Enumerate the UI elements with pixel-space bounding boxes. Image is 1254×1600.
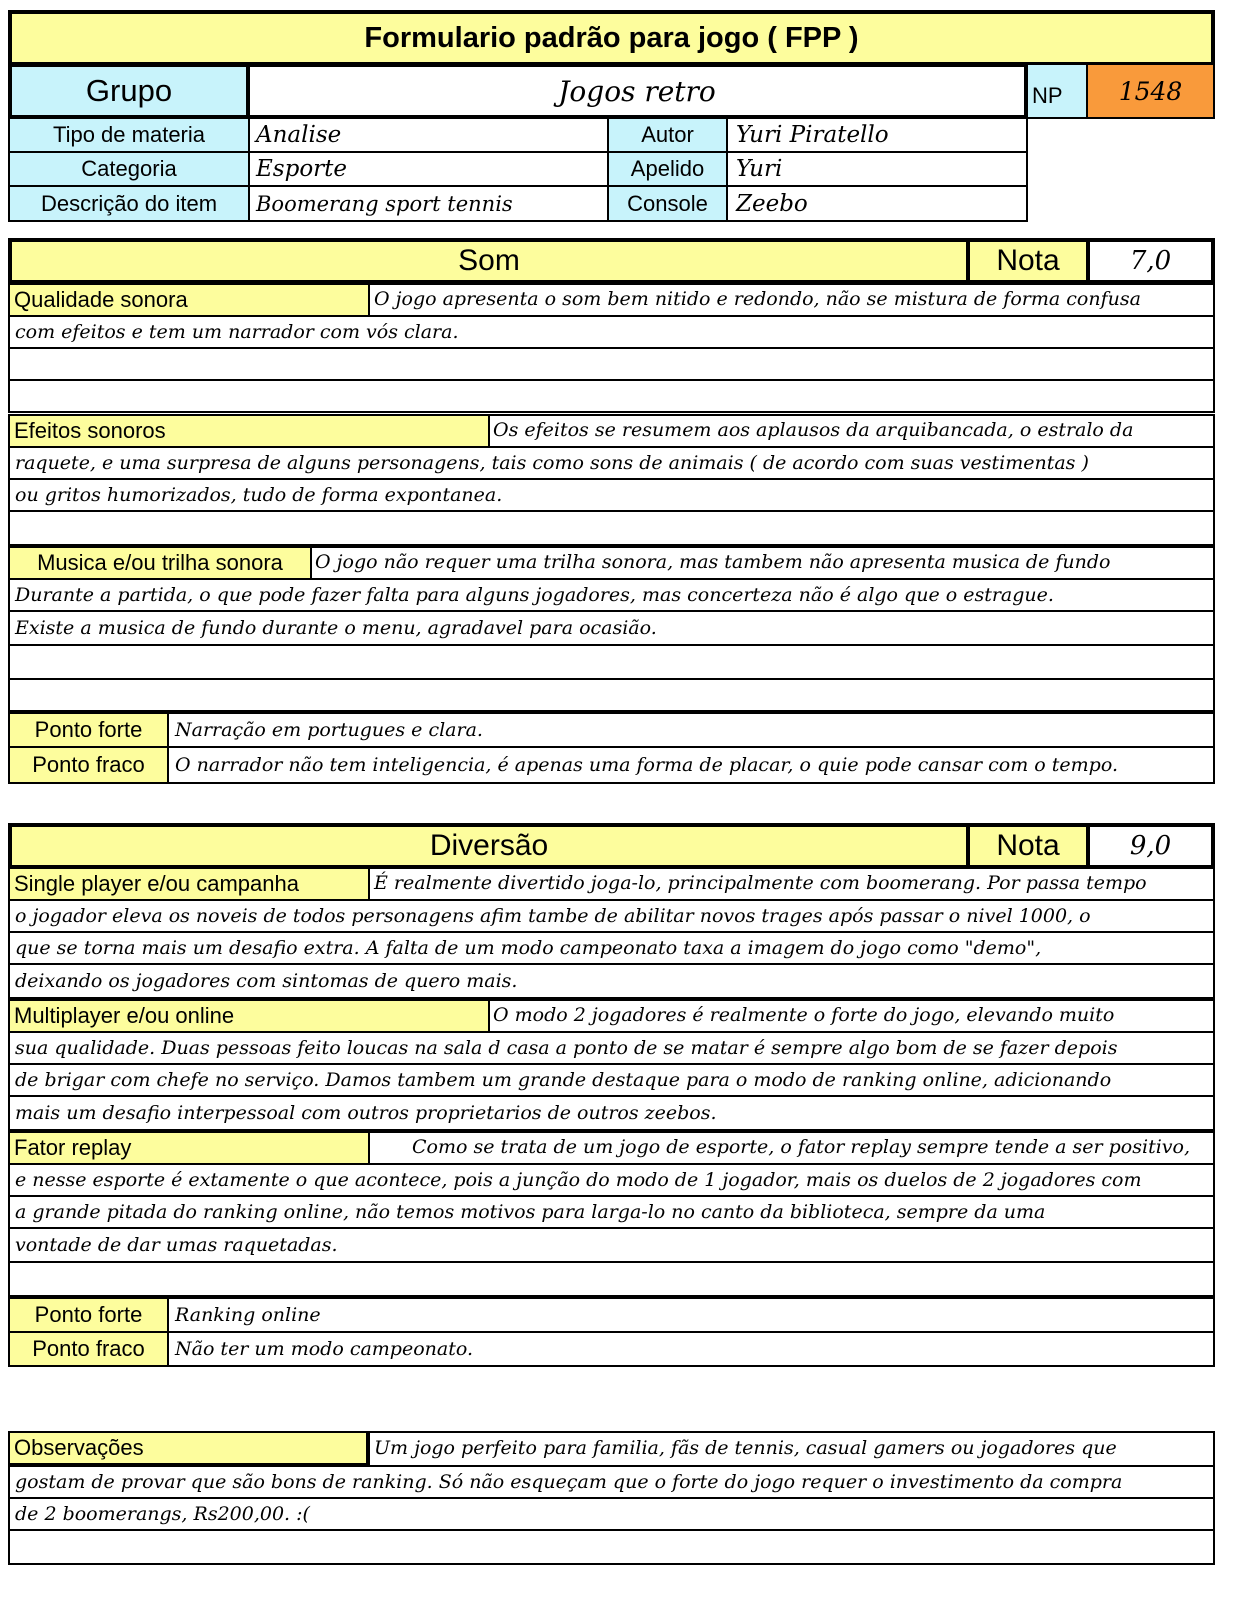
replay-row-1	[8, 1131, 1215, 1165]
grupo-label: Grupo	[8, 63, 250, 119]
replay-row-4[interactable]: vontade de dar umas raquetadas.	[8, 1227, 1215, 1263]
np-label: NP	[1026, 63, 1088, 119]
replay-row-2[interactable]: e nesse esporte é extamente o que acontece, pois a junção do modo de 1 jogador, mais os duelos de 2 jogadores com	[8, 1163, 1215, 1197]
musica-row-2[interactable]: Durante a partida, o que pode fazer falta para alguns jogadores, mas concerteza não é algo que o estrague.	[8, 578, 1215, 612]
grupo-value[interactable]: Jogos retro	[246, 63, 1028, 119]
diversao-fraco-label: Ponto fraco	[8, 1331, 169, 1367]
multi-row-3[interactable]: de brigar com chefe no serviço. Damos tambem um grande destaque para o modo de ranking online, adicionando	[8, 1063, 1215, 1097]
obs-row-2[interactable]: gostam de provar que são bons de ranking. Só não esqueçam que o forte do jogo requer o investimento da compra	[8, 1465, 1215, 1499]
musica-row-1	[8, 546, 1215, 580]
qualidade-row-2[interactable]: com efeitos e tem um narrador com vós clara.	[8, 315, 1215, 349]
som-fraco-value[interactable]: O narrador não tem inteligencia, é apenas uma forma de placar, o quie pode cansar com o tempo.	[167, 746, 1215, 784]
som-fraco-label: Ponto fraco	[8, 746, 169, 784]
blank-row[interactable]	[8, 1261, 1215, 1297]
musica-text-1[interactable]: O jogo não requer uma trilha sonora, mas tambem não apresenta musica de fundo	[315, 551, 1111, 573]
single-label: Single player e/ou campanha	[10, 869, 370, 899]
diversao-nota-label: Nota	[966, 823, 1090, 869]
som-forte-label: Ponto forte	[8, 712, 169, 748]
blank-row[interactable]	[8, 644, 1215, 680]
blank-row[interactable]	[8, 1529, 1215, 1565]
diversao-title: Diversão	[8, 823, 970, 869]
multi-row-4[interactable]: mais um desafio interpessoal com outros proprietarios de outros zeebos.	[8, 1095, 1215, 1131]
efeitos-row-3[interactable]: ou gritos humorizados, tudo de forma expontanea.	[8, 478, 1215, 512]
multi-label: Multiplayer e/ou online	[10, 1001, 490, 1031]
som-title: Som	[8, 238, 970, 284]
replay-text-1[interactable]: Como se trata de um jogo de esporte, o fator replay sempre tende a ser positivo,	[412, 1136, 1190, 1158]
diversao-forte-label: Ponto forte	[8, 1297, 169, 1333]
console-label: Console	[607, 185, 728, 222]
apelido-value[interactable]: Yuri	[726, 151, 1028, 187]
console-value[interactable]: Zeebo	[726, 185, 1028, 222]
single-row-2[interactable]: o jogador eleva os noveis de todos personagens afim tambe de abilitar novos trages após passar o nivel 1000, o	[8, 899, 1215, 933]
qualidade-label: Qualidade sonora	[10, 285, 370, 315]
tipo-label: Tipo de materia	[8, 117, 250, 153]
multi-row-2[interactable]: sua qualidade. Duas pessoas feito loucas na sala d casa a ponto de se matar é sempre algo bom de se fazer depois	[8, 1031, 1215, 1065]
single-text-1[interactable]: É realmente divertido joga-lo, principalmente com boomerang. Por passa tempo	[374, 872, 1147, 894]
obs-text-1[interactable]: Um jogo perfeito para familia, fãs de tennis, casual gamers ou jogadores que	[374, 1437, 1117, 1459]
replay-row-3[interactable]: a grande pitada do ranking online, não temos motivos para larga-lo no canto da biblioteca, sempre da uma	[8, 1195, 1215, 1229]
som-forte-value[interactable]: Narração em portugues e clara.	[167, 712, 1215, 748]
form-title: Formulario padrão para jogo ( FPP )	[8, 10, 1215, 66]
descricao-value[interactable]: Boomerang sport tennis	[248, 185, 610, 222]
blank-row[interactable]	[8, 379, 1215, 413]
categoria-label: Categoria	[8, 151, 250, 187]
diversao-fraco-value[interactable]: Não ter um modo campeonato.	[167, 1331, 1215, 1367]
multi-row-1	[8, 999, 1215, 1033]
autor-value[interactable]: Yuri Piratello	[726, 117, 1028, 153]
np-value[interactable]: 1548	[1086, 63, 1215, 119]
autor-label: Autor	[607, 117, 728, 153]
efeitos-text-1[interactable]: Os efeitos se resumem aos aplausos da arquibancada, o estralo da	[493, 419, 1134, 441]
blank-row[interactable]	[8, 678, 1215, 712]
tipo-value[interactable]: Analise	[248, 117, 610, 153]
som-nota-label: Nota	[966, 238, 1090, 284]
blank-row[interactable]	[8, 347, 1215, 381]
multi-text-1[interactable]: O modo 2 jogadores é realmente o forte do jogo, elevando muito	[493, 1004, 1115, 1026]
musica-label: Musica e/ou trilha sonora	[10, 548, 312, 578]
obs-row-1	[8, 1431, 1215, 1467]
descricao-label: Descrição do item	[8, 185, 250, 222]
som-nota-value[interactable]: 7,0	[1086, 238, 1215, 284]
obs-label: Observações	[10, 1433, 370, 1465]
efeitos-label: Efeitos sonoros	[10, 416, 490, 446]
obs-row-3[interactable]: de 2 boomerangs, Rs200,00. :(	[8, 1497, 1215, 1531]
single-row-3[interactable]: que se torna mais um desafio extra. A falta de um modo campeonato taxa a imagem do jogo como "demo",	[8, 931, 1215, 965]
efeitos-row-1	[8, 414, 1215, 448]
single-row-1	[8, 867, 1215, 901]
replay-label: Fator replay	[10, 1133, 370, 1163]
diversao-forte-value[interactable]: Ranking online	[167, 1297, 1215, 1333]
qualidade-text-1[interactable]: O jogo apresenta o som bem nitido e redondo, não se mistura de forma confusa	[374, 288, 1141, 310]
single-row-4[interactable]: deixando os jogadores com sintomas de quero mais.	[8, 963, 1215, 999]
apelido-label: Apelido	[607, 151, 728, 187]
categoria-value[interactable]: Esporte	[248, 151, 610, 187]
efeitos-row-2[interactable]: raquete, e uma surpresa de alguns personagens, tais como sons de animais ( de acordo com suas vestimentas )	[8, 446, 1215, 480]
diversao-nota-value[interactable]: 9,0	[1086, 823, 1215, 869]
blank-row[interactable]	[8, 510, 1215, 546]
musica-row-3[interactable]: Existe a musica de fundo durante o menu, agradavel para ocasião.	[8, 610, 1215, 646]
qualidade-row-1	[8, 283, 1215, 317]
